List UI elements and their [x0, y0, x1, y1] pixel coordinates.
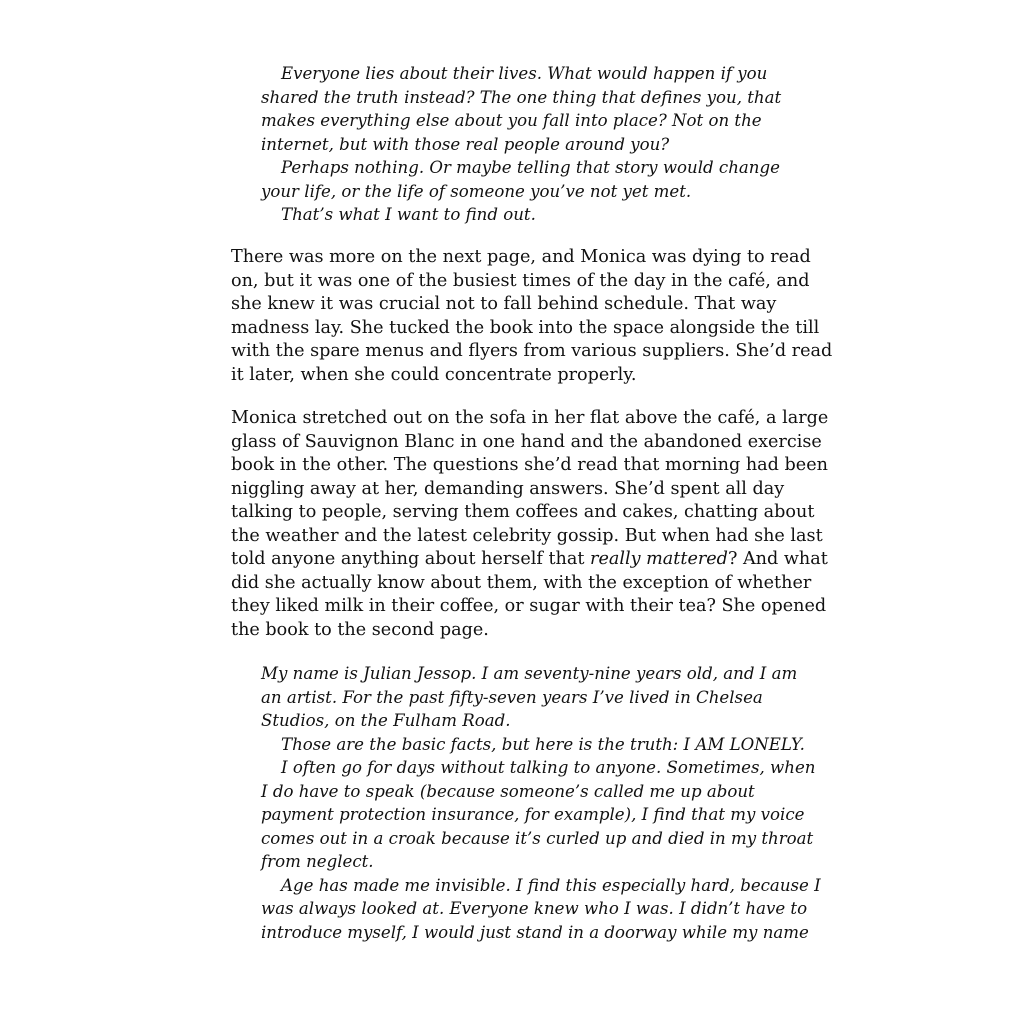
text-line: I often go for days without talking to anyone. Sometimes, when	[281, 758, 816, 777]
text-line: Everyone lies about their lives. What would happen if you	[281, 64, 768, 83]
text-line: That’s what I want to find out.	[281, 205, 536, 224]
text-line: Age has made me invisible. I find this especially hard, because I	[281, 875, 821, 895]
text-line: internet, but with those real people around you?	[261, 134, 670, 154]
text-line: was always looked at. Everyone knew who I was. I didn’t have to	[261, 899, 808, 918]
text-line: Monica stretched out on the sofa in her flat above the café, a large	[231, 408, 829, 428]
text-run: ? And what	[727, 549, 828, 569]
text-line: with the spare menus and flyers from various suppliers. She’d read	[231, 341, 833, 361]
text-line: talking to people, serving them coffees and cakes, chatting about	[231, 502, 815, 522]
text-line: from neglect.	[261, 852, 374, 871]
text-line: an artist. For the past fifty-seven years I’ve lived in Chelsea	[261, 687, 763, 707]
text-line: Perhaps nothing. Or maybe telling that story would change	[281, 158, 780, 177]
text-line: on, but it was one of the busiest times of the day in the café, and	[231, 270, 810, 291]
text-line: did she actually know about them, with the exception of whether	[231, 572, 812, 593]
text-line: your life, or the life of someone you’ve not yet met.	[261, 181, 692, 201]
narrative-paragraph-1	[231, 246, 832, 387]
text-line: glass of Sauvignon Blanc in one hand and the abandoned exercise	[231, 431, 822, 452]
text-line: makes everything else about you fall into place? Not on the	[261, 111, 762, 130]
text-line: Studios, on the Fulham Road.	[261, 711, 511, 730]
text-line: they liked milk in their coffee, or sugar with their tea? She opened	[231, 596, 827, 616]
text-line: My name is Julian Jessop. I am seventy-nine years old, and I am	[261, 664, 798, 683]
text-line: it later, when she could concentrate properly.	[231, 364, 637, 385]
text-line: the weather and the latest celebrity gossip. But when had she last	[231, 525, 823, 546]
text-line: madness lay. She tucked the book into the space alongside the till	[231, 317, 820, 338]
journal-passage-1	[261, 62, 781, 227]
text-line: the book to the second page.	[231, 619, 489, 640]
text-run: told anyone anything about herself that	[231, 549, 591, 569]
text-line: shared the truth instead? The one thing that defines you, that	[261, 87, 782, 107]
text-line: niggling away at her, demanding answers. She’d spent all day	[231, 478, 785, 499]
journal-passage-2	[261, 662, 821, 944]
text-line: Those are the basic facts, but here is the truth: I AM LONELY.	[281, 734, 805, 754]
text-line: she knew it was crucial not to fall behind schedule. That way	[231, 294, 777, 314]
text-line: I do have to speak (because someone’s called me up about	[261, 781, 755, 801]
emphasized-text: really mattered	[590, 549, 728, 569]
text-line: introduce myself, I would just stand in a doorway while my name	[261, 922, 809, 942]
text-line: There was more on the next page, and Monica was dying to read	[231, 247, 811, 267]
text-line: comes out in a croak because it’s curled up and died in my throat	[261, 828, 814, 848]
text-line: book in the other. The questions she’d read that morning had been	[231, 455, 828, 475]
text-line: payment protection insurance, for example), I find that my voice	[261, 805, 805, 824]
narrative-paragraph-2	[231, 407, 828, 642]
text-line	[231, 548, 828, 572]
